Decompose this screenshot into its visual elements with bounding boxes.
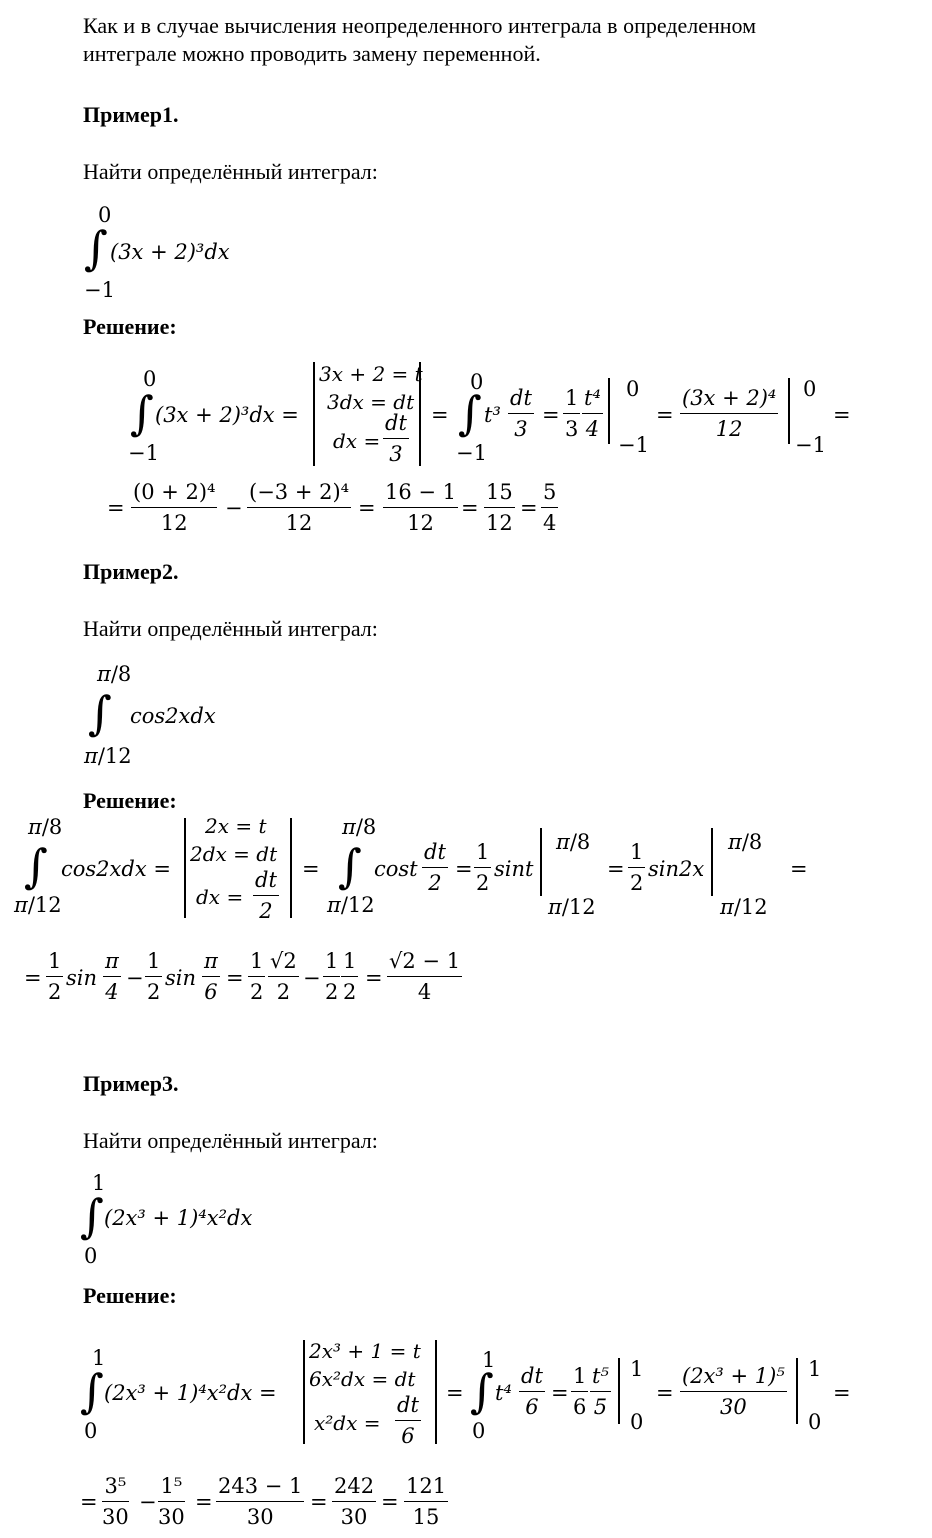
integrand: (2x³ + 1)⁴x²dx	[104, 1206, 253, 1230]
integral-sign: ∫	[24, 839, 48, 893]
eval-lower: −1	[795, 433, 826, 457]
lhs: (3x + 2)³dx =	[155, 403, 299, 427]
integral-sign: ∫	[80, 1364, 104, 1418]
coef-fraction: 1 2	[476, 840, 490, 895]
integral-sign: ∫	[130, 386, 154, 440]
equals: =	[226, 966, 244, 990]
equals: =	[542, 403, 560, 427]
minus: −	[225, 496, 243, 520]
fraction: 1 2	[250, 949, 264, 1004]
example-3-title: Пример3.	[83, 1071, 179, 1096]
t-integrand: t⁴	[495, 1381, 512, 1405]
subst-fraction: dt 2	[255, 868, 277, 923]
equals: =	[107, 496, 125, 520]
eval-lower: −1	[618, 433, 649, 457]
fraction: 1 2	[325, 949, 339, 1004]
subst-bar-left	[184, 818, 186, 918]
subst-row-2: 6x²dx = dt	[309, 1367, 416, 1391]
lower-limit: π/12	[327, 893, 375, 917]
sin: sin	[165, 966, 197, 990]
example-3-task: Найти определённый интеграл:	[83, 1128, 378, 1153]
example-2-title: Пример2.	[83, 559, 179, 584]
fraction: √2 − 1 4	[389, 949, 461, 1004]
eval-lower: π/12	[720, 895, 768, 919]
t-power-fraction: t⁵ 5	[592, 1364, 609, 1419]
eval-upper: 1	[630, 1357, 644, 1381]
fraction: (−3 + 2)⁴ 12	[249, 480, 350, 535]
equals: =	[446, 1381, 464, 1405]
equals: =	[310, 1490, 328, 1514]
fraction: (0 + 2)⁴ 12	[133, 480, 216, 535]
equals: =	[195, 1490, 213, 1514]
sint: sint	[494, 857, 534, 881]
example-2-task: Найти определённый интеграл:	[83, 616, 378, 641]
integrand: (3x + 2)³dx	[110, 240, 230, 264]
upper-limit: 0	[98, 203, 112, 227]
fraction: 3⁵ 30	[102, 1474, 129, 1529]
equals: =	[551, 1381, 569, 1405]
subst-row-3: dx =	[196, 885, 244, 909]
upper-limit: π/8	[97, 662, 132, 686]
example-1-task: Найти определённый интеграл:	[83, 159, 378, 184]
equals: =	[520, 496, 538, 520]
equals: =	[790, 857, 808, 881]
eval-bar	[618, 1358, 620, 1424]
eval-upper: 0	[803, 377, 817, 401]
subst-row-2: 3dx = dt	[327, 390, 415, 414]
fraction: π 4	[105, 949, 119, 1004]
example-1-solution-label: Решение:	[83, 314, 177, 339]
fraction: 242 30	[334, 1474, 375, 1529]
subst-bar-left	[303, 1340, 305, 1444]
subst-bar-right	[435, 1340, 437, 1444]
fraction: 1⁵ 30	[158, 1474, 185, 1529]
eval-upper: 1	[808, 1357, 822, 1381]
subst-row-1: 3x + 2 = t	[319, 362, 423, 386]
fraction: 1 2	[48, 949, 62, 1004]
eval-bar	[796, 1358, 798, 1424]
lower-limit: π/12	[14, 893, 62, 917]
fraction: 1 2	[147, 949, 161, 1004]
minus: −	[126, 966, 144, 990]
equals: =	[656, 1381, 674, 1405]
subst-row-3: x²dx =	[314, 1411, 381, 1435]
lhs: (2x³ + 1)⁴x²dx =	[104, 1381, 277, 1405]
equals: =	[455, 857, 473, 881]
eval-bar	[608, 378, 610, 444]
example-2-solution-label: Решение:	[83, 788, 177, 813]
eval-lower: π/12	[548, 895, 596, 919]
upper-limit: 1	[92, 1171, 106, 1195]
x-power-fraction: (2x³ + 1)⁵ 30	[682, 1364, 785, 1419]
equals: =	[24, 966, 42, 990]
equals: =	[607, 857, 625, 881]
t-integrand: t³	[484, 403, 501, 427]
lower-limit: π/12	[84, 744, 132, 768]
upper-limit: π/8	[28, 815, 63, 839]
eval-bar	[788, 378, 790, 444]
fraction: 5 4	[543, 480, 557, 535]
upper-limit: 0	[143, 367, 157, 391]
lower-limit: 0	[84, 1419, 98, 1443]
integral-sign: ∫	[84, 221, 108, 275]
integral-sign: ∫	[470, 1364, 494, 1418]
lhs: cos2xdx =	[61, 857, 171, 881]
equals: =	[302, 857, 320, 881]
equals: =	[80, 1490, 98, 1514]
equals: =	[833, 1381, 851, 1405]
t-upper-limit: 0	[470, 370, 484, 394]
eval-upper: π/8	[728, 830, 763, 854]
equals: =	[656, 403, 674, 427]
x-power-fraction: (3x + 2)⁴ 12	[682, 386, 777, 441]
minus: −	[139, 1490, 157, 1514]
eval-upper: 0	[626, 377, 640, 401]
eval-lower: 0	[808, 1410, 822, 1434]
equals: =	[358, 496, 376, 520]
t-lower-limit: −1	[456, 441, 487, 465]
integral-sign: ∫	[458, 386, 482, 440]
dt-fraction: dt 2	[424, 840, 446, 895]
coef-fraction: 1 3	[565, 386, 579, 441]
sin: sin	[66, 966, 98, 990]
equals: =	[381, 1490, 399, 1514]
subst-bar-right	[419, 362, 421, 466]
example-3-solution-label: Решение:	[83, 1283, 177, 1308]
sin2x: sin2x	[648, 857, 705, 881]
subst-fraction: dt 6	[397, 1393, 419, 1448]
fraction: π 6	[204, 949, 218, 1004]
equals: =	[461, 496, 479, 520]
integrand: cos2xdx	[130, 704, 216, 728]
subst-row-2: 2dx = dt	[190, 842, 278, 866]
fraction: 121 15	[406, 1474, 447, 1529]
subst-row-1: 2x = t	[205, 814, 267, 838]
integral-sign: ∫	[88, 686, 112, 740]
integral-sign: ∫	[338, 839, 362, 893]
upper-limit: 1	[482, 1348, 496, 1372]
eval-bar	[711, 828, 713, 896]
equals: =	[833, 403, 851, 427]
lower-limit: 0	[472, 1419, 486, 1443]
coef-fraction: 1 6	[573, 1364, 587, 1419]
subst-row-3: dx =	[333, 429, 381, 453]
subst-fraction: dt 3	[385, 411, 407, 466]
fraction: 1 2	[343, 949, 357, 1004]
intro-line-2: интеграле можно проводить замену переменной.	[83, 41, 541, 66]
lower-limit: −1	[84, 278, 115, 302]
equals: =	[431, 403, 449, 427]
eval-bar	[540, 828, 542, 896]
subst-bar-left	[313, 362, 315, 466]
fraction: 15 12	[486, 480, 513, 535]
eval-lower: 0	[630, 1410, 644, 1434]
subst-row-1: 2x³ + 1 = t	[309, 1339, 421, 1363]
subst-bar-right	[290, 818, 292, 918]
dt-fraction: dt 6	[521, 1364, 543, 1419]
eval-upper: π/8	[556, 830, 591, 854]
lower-limit: 0	[84, 1244, 98, 1268]
equals: =	[365, 966, 383, 990]
t-power-fraction: t⁴ 4	[584, 386, 601, 441]
lower-limit: −1	[128, 441, 159, 465]
fraction: 243 − 1 30	[218, 1474, 303, 1529]
intro-line-1: Как и в случае вычисления неопределенного интеграла в определенном	[83, 13, 757, 38]
example-1-title: Пример1.	[83, 102, 179, 127]
integral-sign: ∫	[80, 1189, 104, 1243]
t-integrand: cost	[374, 857, 418, 881]
coef-fraction: 1 2	[630, 840, 644, 895]
upper-limit: π/8	[342, 815, 377, 839]
dt-fraction: dt 3	[510, 386, 532, 441]
minus: −	[303, 966, 321, 990]
upper-limit: 1	[92, 1346, 106, 1370]
fraction: √2 2	[270, 949, 297, 1004]
fraction: 16 − 1 12	[385, 480, 457, 535]
